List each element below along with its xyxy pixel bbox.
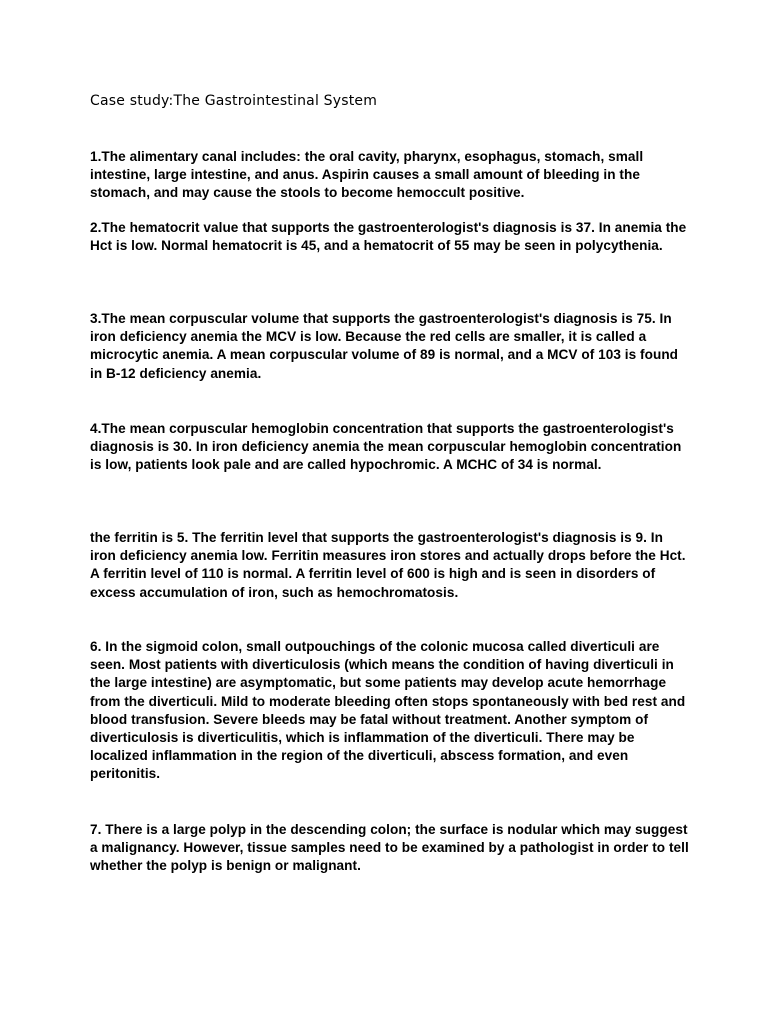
paragraph-5: the ferritin is 5. The ferritin level that supports the gastroenterologist's diagnosis is 9. In iron deficiency anemia low. Ferritin measures iron stores and actually drops before the Hct. A ferritin level of 110 is normal. A ferritin level of 600 is high and is seen in disorders of excess accumulation of iron, such as hemochromatosis. — [90, 530, 686, 600]
paragraph-6: 6. In the sigmoid colon, small outpouchings of the colonic mucosa called diverticuli are seen. Most patients with diverticulosis (which means the condition of having diverticuli in the large intestine) are asymptomatic, but some patients may develop acute hemorrhage from the diverticuli. Mild to moderate bleeding often stops spontaneously with bed rest and blood transfusion. Severe bleeds may be fatal without treatment. Another symptom of diverticulosis is diverticulitis, which is inflammation of the diverticuli. There may be localized inflammation in the region of the diverticuli, abscess formation, and even peritonitis. — [90, 639, 686, 782]
document-title: Case study:The Gastrointestinal System — [90, 93, 378, 109]
paragraph-7: 7. There is a large polyp in the descending colon; the surface is nodular which may suggest a malignancy. However, tissue samples need to be examined by a pathologist in order to tell whether the polyp is benign or malignant. — [90, 822, 689, 874]
paragraph-3: 3.The mean corpuscular volume that supports the gastroenterologist's diagnosis is 75. In iron deficiency anemia the MCV is low. Because the red cells are smaller, it is called a microcytic anemia. A mean corpuscular volume of 89 is normal, and a MCV of 103 is found in B-12 deficiency anemia. — [90, 311, 679, 381]
paragraph-2: 2.The hematocrit value that supports the gastroenterologist's diagnosis is 37. In anemia the Hct is low. Normal hematocrit is 45, and a hematocrit of 55 may be seen in polycythenia. — [90, 220, 687, 254]
paragraph-4: 4.The mean corpuscular hemoglobin concentration that supports the gastroenterologist's diagnosis is 30. In iron deficiency anemia the mean corpuscular hemoglobin concentration is low, patients look pale and are called hypochromic. A MCHC of 34 is normal. — [90, 421, 682, 473]
paragraph-1: 1.The alimentary canal includes: the oral cavity, pharynx, esophagus, stomach, small intestine, large intestine, and anus. Aspirin causes a small amount of bleeding in the stomach, and may cause the stools to become hemoccult positive. — [90, 149, 644, 201]
